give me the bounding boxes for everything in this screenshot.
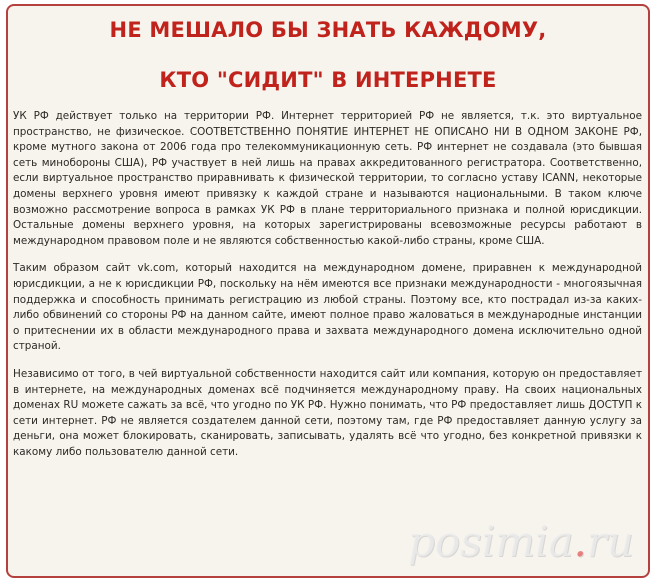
paragraph-1: УК РФ действует только на территории РФ. Интернет территорией РФ не является, т.к. это виртуальное пространство, не физическое. СООТВЕТСТВЕННО ПОНЯТИЕ ИНТЕРНЕТ НЕ ОПИСАНО НИ В ОДНОМ ЗАКОНЕ РФ, кроме мутного закона от 2006 года про телекоммуникационную сеть. РФ интернет не создавала (это бывшая сеть минобороны США), РФ участвует в ней лишь на правах аккредитованного регистратора. Соответственно, если виртуальное пространство приравнивать к физической территории, то согласно уставу ICANN, некоторые домены верхнего уровня имеют привязку к каждой стране и называются национальными. В таком ключе возможно рассмотрение вопроса в рамках УК РФ в плане территориального признака и полной юрисдикции. Остальные домены верхнего уровня, на которых зарегистрированы всевозможные ресурсы работают в международном правовом поле и не являются собственностью какой-либо страны, кроме США. bbox=[13, 110, 642, 247]
title-line-2: КТО "СИДИТ" В ИНТЕРНЕТЕ bbox=[159, 68, 497, 92]
article-frame bbox=[6, 4, 650, 578]
paragraph-2: Таким образом сайт vk.com, который находится на международном домене, приравнен к международной юрисдикции, а не к юрисдикции РФ, поскольку на нём имеются все признаки международности - многоязычная поддержка и способность принимать регистрацию из любой страны. Поэтому все, кто пострадал из-за каких-либо обвинений со стороны РФ на данном сайте, имеют полное право жаловаться в международные инстанции о притеснении их в области международного права и захвата международного домена исключительно одной страной. bbox=[13, 262, 642, 353]
watermark-text-2: ru bbox=[586, 517, 634, 566]
title-line-1: НЕ МЕШАЛО БЫ ЗНАТЬ КАЖДОМУ, bbox=[109, 18, 547, 42]
watermark-dot: . bbox=[573, 517, 587, 566]
paragraph-3: Независимо от того, в чей виртуальной собственности находится сайт или компания, которую он предоставляет в интернете, на международных доменах всё подчиняется международному праву. На своих национальных доменах RU можете сажать за всё, что угодно по УК РФ. Нужно понимать, что РФ предоставляет лишь ДОСТУП к сети интернет. РФ не является создателем данной сети, поэтому там, где РФ предоставляет данную услугу за деньги, она может блокировать, сканировать, записывать, удалять всё что угодно, без конкретной привязки к какому либо пользователю данной сети. bbox=[13, 367, 642, 458]
article-body bbox=[13, 109, 642, 472]
watermark-text-1: posimia bbox=[408, 517, 574, 566]
watermark-logo bbox=[408, 517, 634, 566]
